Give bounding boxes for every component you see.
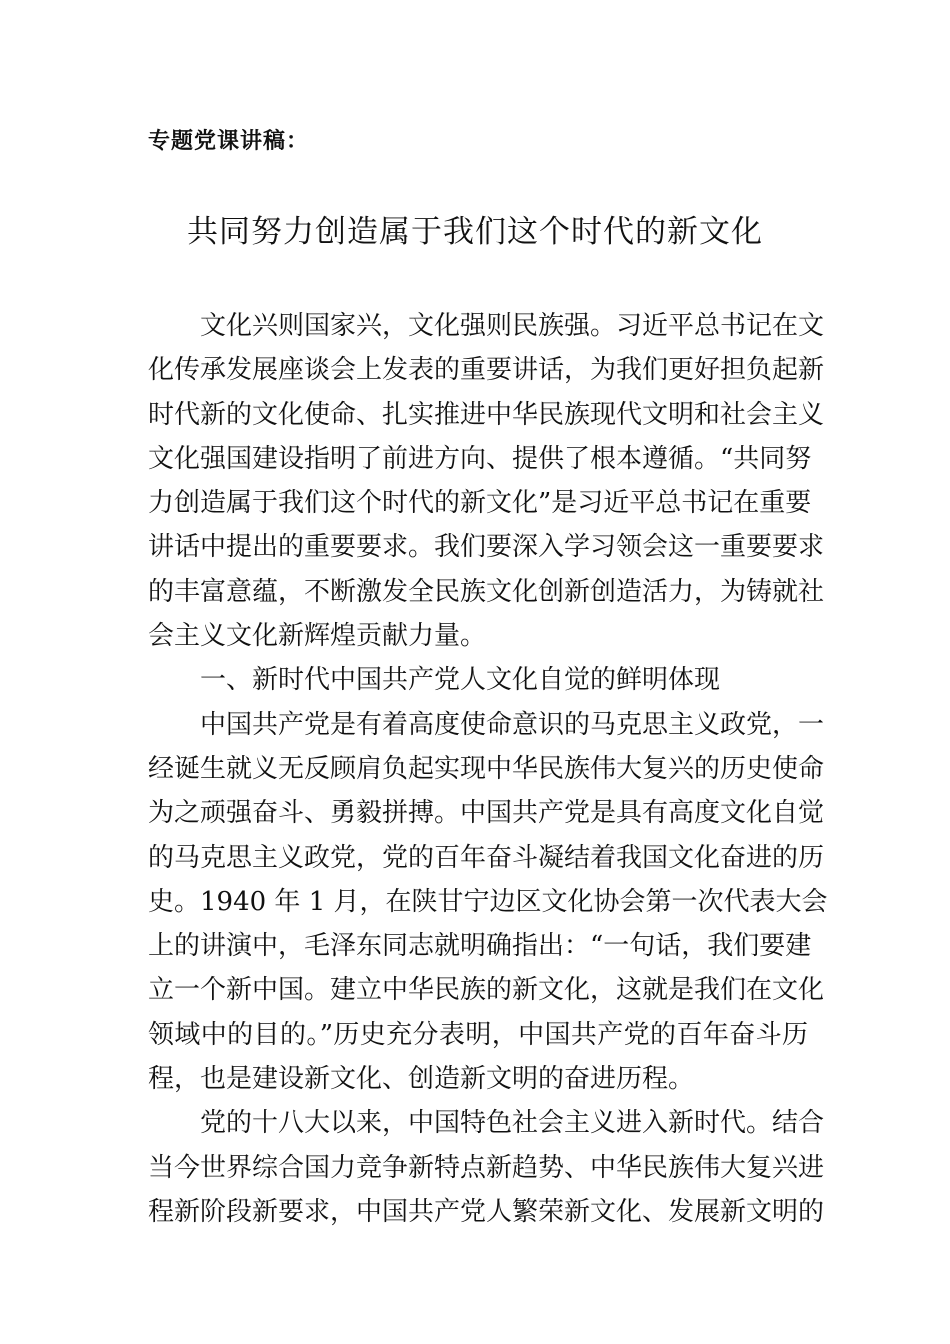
text-line: 化传承发展座谈会上发表的重要讲话，为我们更好担负起新	[148, 355, 825, 386]
text-line: 党的十八大以来，中国特色社会主义进入新时代。结合	[200, 1108, 825, 1139]
text-line: 经诞生就义无反顾肩负起实现中华民族伟大复兴的历史使命	[148, 753, 825, 784]
text-line: 当今世界综合国力竞争新特点新趋势、中华民族伟大复兴进	[148, 1152, 825, 1183]
document-body	[148, 304, 828, 1234]
text-line: 文化强国建设指明了前进方向、提供了根本遵循。“共同努	[148, 443, 812, 474]
text-line: 程新阶段新要求，中国共产党人繁荣新文化、发展新文明的	[148, 1196, 825, 1227]
text-line: 力创造属于我们这个时代的新文化”是习近平总书记在重要	[148, 488, 812, 519]
text-line: 文化兴则国家兴，文化强则民族强。习近平总书记在文	[200, 311, 825, 341]
text-line: 讲话中提出的重要要求。我们要深入学习领会这一重要要求	[148, 532, 825, 563]
text-line: 会主义文化新辉煌贡献力量。	[148, 621, 487, 652]
text-line: 程，也是建设新文化、创造新文明的奋进历程。	[148, 1064, 695, 1095]
text-line: 的马克思主义政党，党的百年奋斗凝结着我国文化奋进的历	[148, 842, 825, 873]
text-line: 一、新时代中国共产党人文化自觉的鲜明体现	[200, 665, 721, 696]
document-label: 专题党课讲稿：	[148, 129, 310, 154]
text-line: 中国共产党是有着高度使命意识的马克思主义政党，一	[200, 709, 825, 740]
text-line: 立一个新中国。建立中华民族的新文化，这就是我们在文化	[148, 975, 825, 1006]
document-title: 共同努力创造属于我们这个时代的新文化	[187, 214, 763, 250]
text-line: 的丰富意蕴，不断激发全民族文化创新创造活力，为铸就社	[148, 576, 825, 607]
text-line: 上的讲演中，毛泽东同志就明确指出：“一句话，我们要建	[148, 931, 812, 962]
text-line: 为之顽强奋斗、勇毅拼搏。中国共产党是具有高度文化自觉	[148, 798, 825, 829]
text-line: 领域中的目的。”历史充分表明，中国共产党的百年奋斗历	[148, 1019, 808, 1050]
text-line: 史。1940 年 1 月，在陕甘宁边区文化协会第一次代表大会	[148, 886, 828, 917]
text-line: 时代新的文化使命、扎实推进中华民族现代文明和社会主义	[148, 399, 825, 430]
